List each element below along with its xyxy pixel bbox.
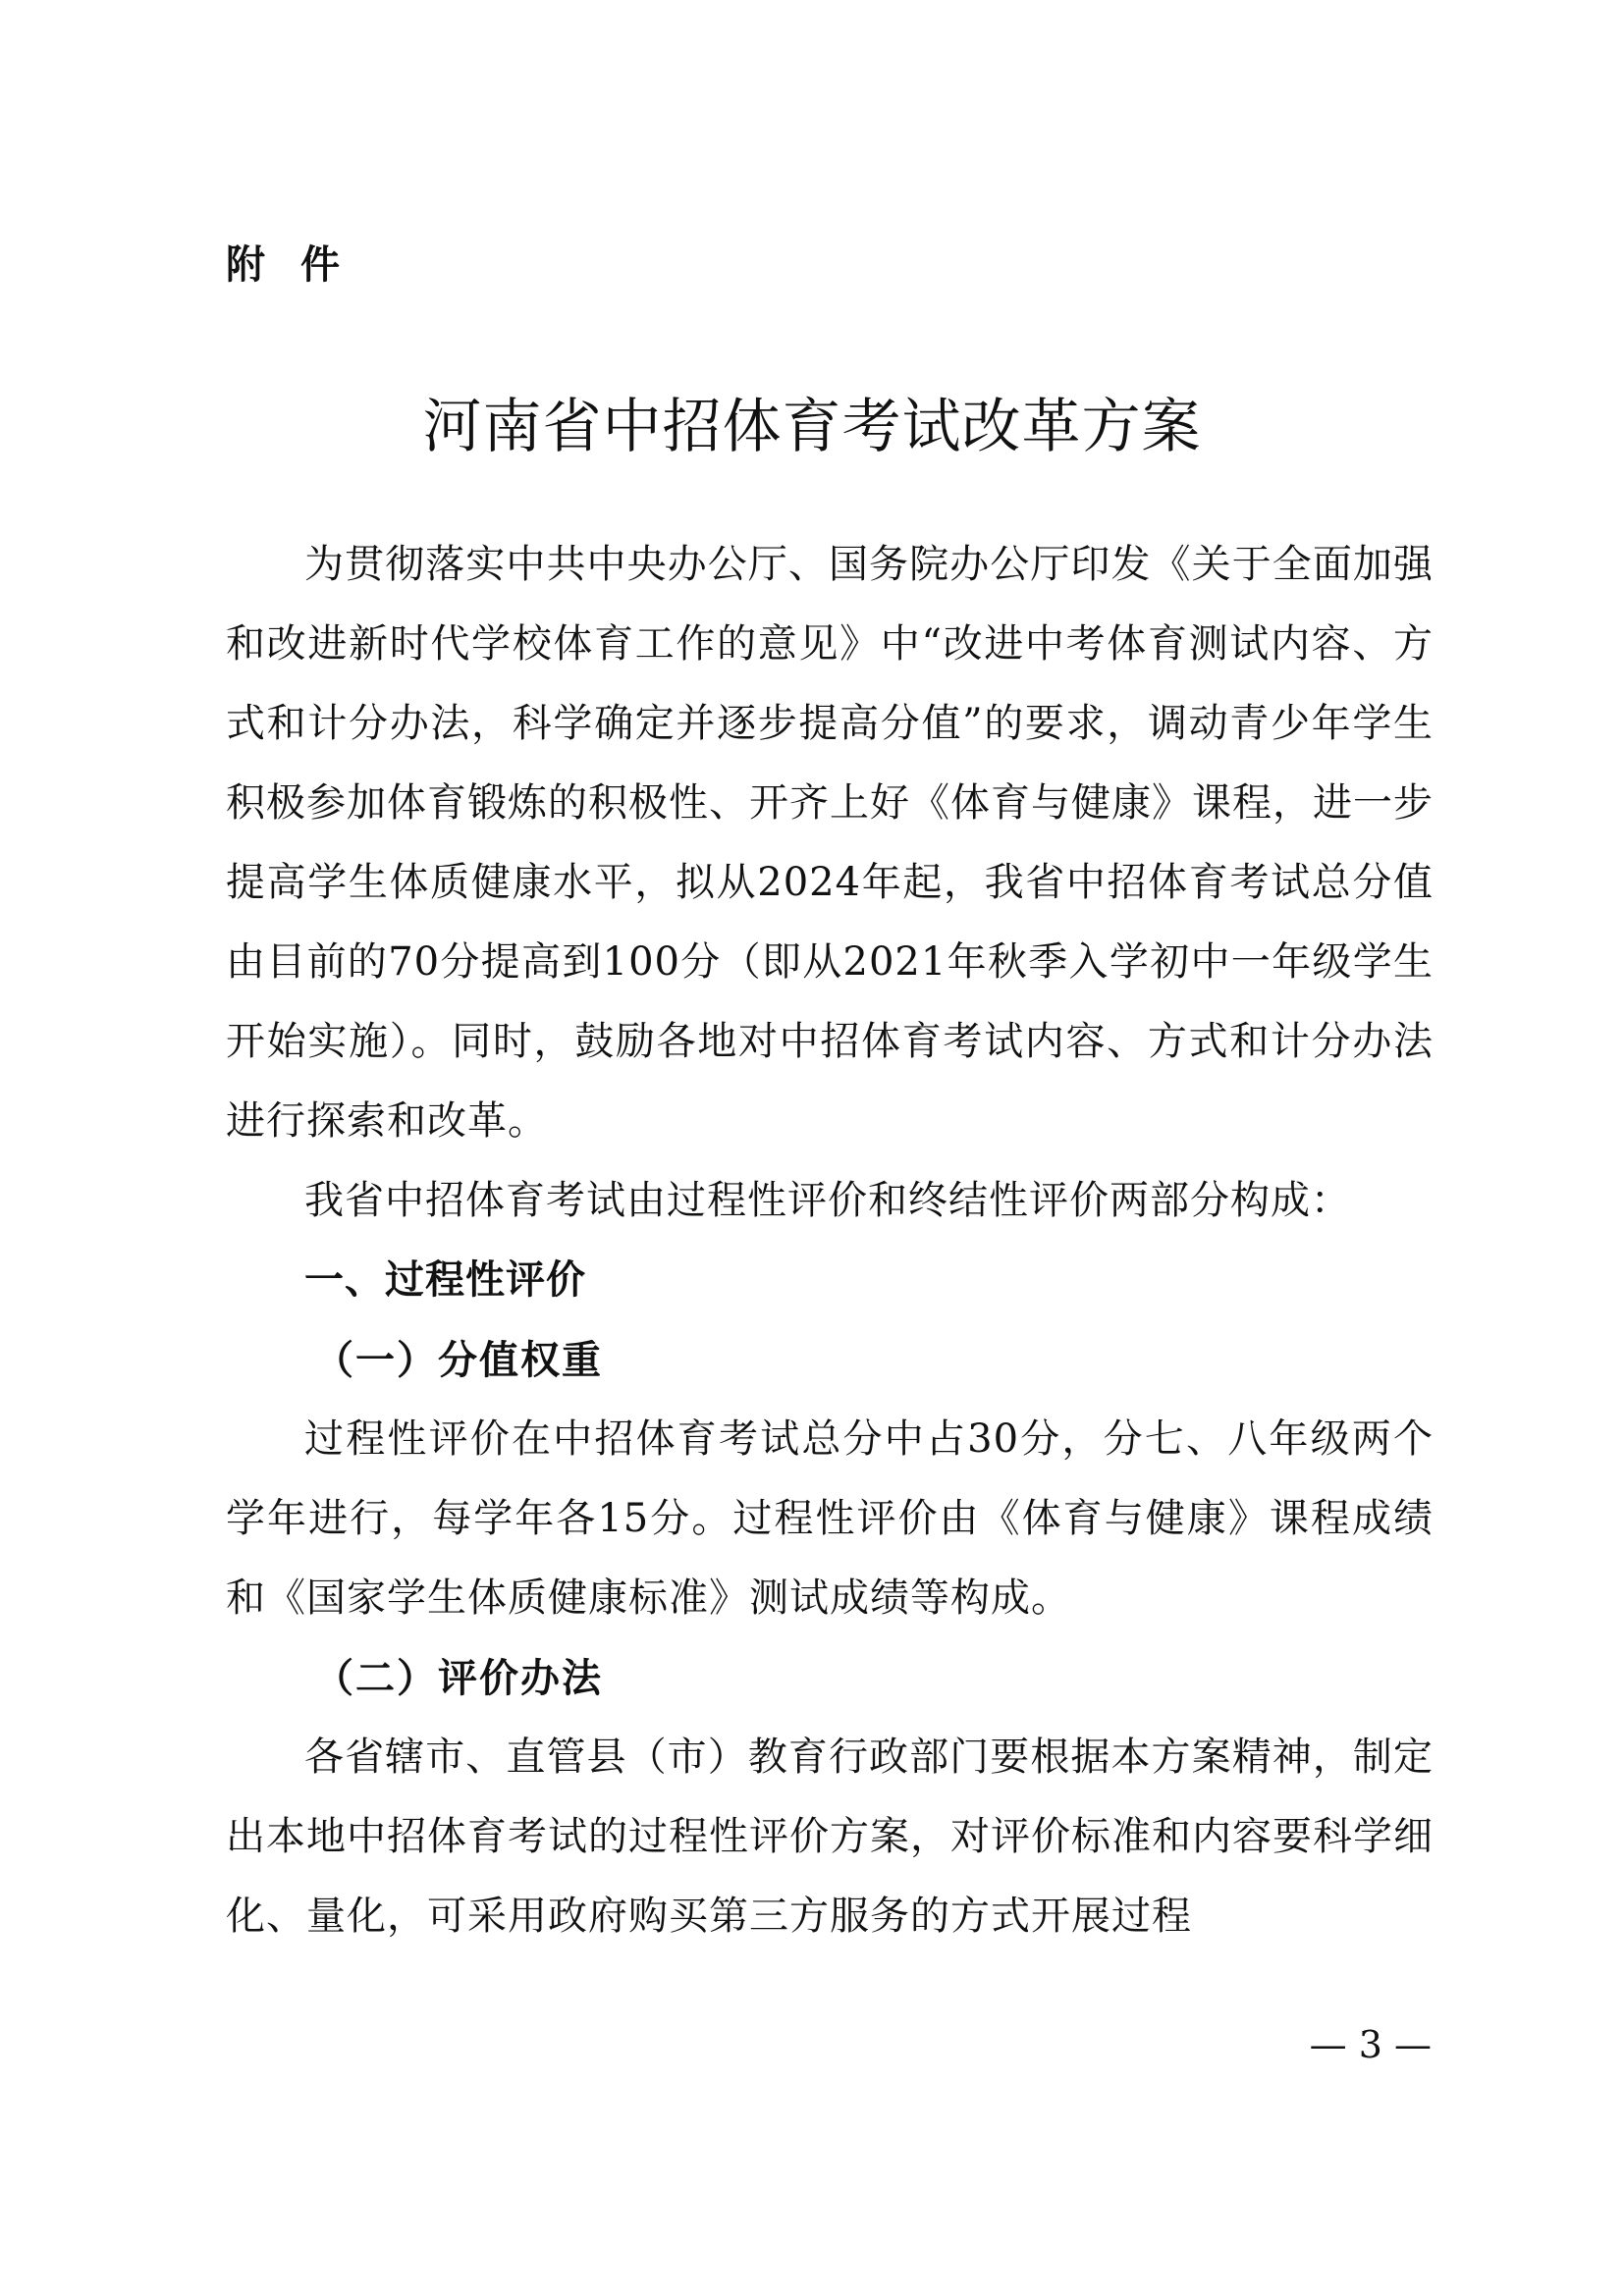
- document-body: [226, 525, 1434, 1956]
- attachment-label: 附件: [226, 242, 375, 288]
- subsection-heading-evaluation-method: （二）评价办法: [314, 1655, 603, 1701]
- score-weight-paragraph: 过程性评价在中招体育考试总分中占30分，分七、八年级两个学年进行，每学年各15分。过程性评价由《体育与健康》课程成绩和《国家学生体质健康标准》测试成绩等构成。: [226, 1416, 1434, 1621]
- document-title: 河南省中招体育考试改革方案: [422, 393, 1202, 461]
- page-number: — 3 —: [1309, 2023, 1432, 2066]
- intro-paragraph: 为贯彻落实中共中央办公厅、国务院办公厅印发《关于全面加强和改进新时代学校体育工作的意见》中“改进中考体育测试内容、方式和计分办法，科学确定并逐步提高分值”的要求，调动青少年学生积极参加体育锻炼的积极性、开齐上好《体育与健康》课程，进一步提高学生体质健康水平，拟从2024年起，我省中招体育考试总分值由目前的70分提高到100分（即从2021年秋季入学初中一年级学生开始实施）。同时，鼓励各地对中招体育考试内容、方式和计分办法进行探索和改革。: [226, 542, 1434, 1144]
- structure-paragraph: 我省中招体育考试由过程性评价和终结性评价两部分构成：: [304, 1178, 1351, 1223]
- evaluation-method-paragraph: 各省辖市、直管县（市）教育行政部门要根据本方案精神，制定出本地中招体育考试的过程性评价方案，对评价标准和内容要科学细化、量化，可采用政府购买第三方服务的方式开展过程: [226, 1735, 1434, 1939]
- section-heading-process-evaluation: 一、过程性评价: [304, 1257, 586, 1303]
- subsection-heading-score-weight: （一）分值权重: [314, 1337, 603, 1383]
